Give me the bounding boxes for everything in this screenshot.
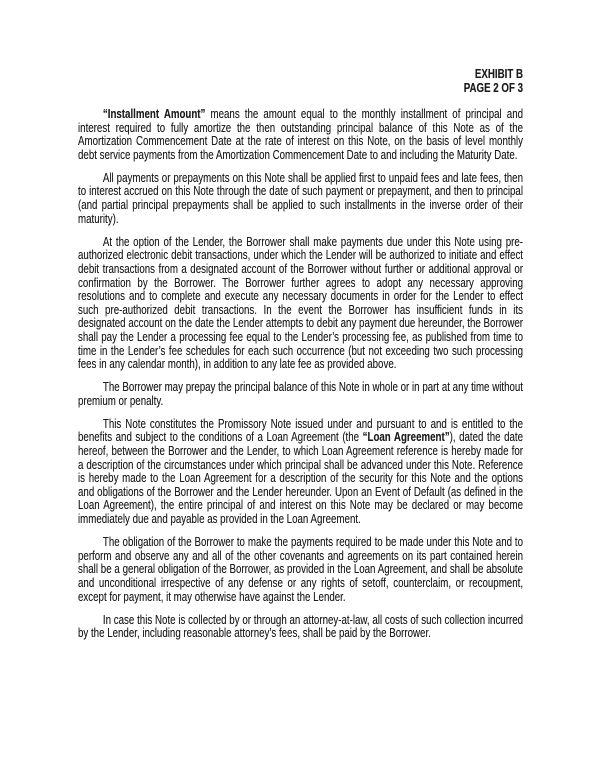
- document-content: [78, 67, 523, 641]
- paragraph: [78, 614, 523, 641]
- page-number-label: PAGE 2 OF 3: [463, 81, 524, 95]
- text-segment: ), dated the date hereof, between the Borrower and the Lender, to which Loan Agreement reference is hereby made for a description of the circumstances under which principal shall be advanced under this Note. Reference is hereby made to the Loan Agreement for a description of the security for this Note and the options and obligations of the Borrower and the Lender hereunder. Upon an Event of Default (as defined in the Loan Agreement), the entire principal of and interest on this Note may be declared or may become immediately due and payable as provided in the Loan Agreement.: [78, 430, 524, 527]
- text-segment: This Note constitutes the Promissory Note issued under and pursuant to and is entitled to the benefits and subject to the conditions of a Loan Agreement (the: [78, 416, 524, 445]
- text-segment: In case this Note is collected by or through an attorney-at-law, all costs of such collection incurred by the Lender, including reasonable attorney’s fees, shall be paid by the Borrower.: [78, 612, 524, 641]
- text-segment: The Borrower may prepay the principal balance of this Note in whole or in part at any time without premium or penalty.: [78, 380, 524, 408]
- text-segment: All payments or prepayments on this Note shall be applied first to unpaid fees and late fees, then to interest accrued on this Note through the date of such payment or prepayment, and then to principal (and partial principal prepayments shall be applied to such installments in the inverse order of their maturity).: [78, 170, 524, 226]
- paragraph: [78, 236, 523, 372]
- defined-term: “Loan Agreement”: [362, 430, 450, 445]
- paragraph: [78, 418, 523, 527]
- paragraph: [78, 172, 523, 226]
- document-header: [78, 67, 523, 95]
- paragraph: [78, 381, 523, 408]
- paragraph: [78, 108, 523, 162]
- text-segment: At the option of the Lender, the Borrower shall make payments due under this Note using pre-authorized electronic debit transactions, under which the Lender will be authorized to initiate and effect debit transactions from a designated account of the Borrower without further or additional approval or confirmation by the Borrower. The Borrower further agrees to adopt any necessary approving resolutions and to complete and execute any necessary documents in order for the Lender to effect such pre-authorized debit transactions. In the event the Borrower has insufficient funds in its designated account on the date the Lender attempts to debit any payment due hereunder, the Borrower shall pay the Lender a processing fee equal to the Lender’s processing fee, as published from time to time in the Lender’s fee schedules for each such occurrence (but not exceeding two such processing fees in any calendar month), in addition to any late fee as provided above.: [78, 234, 524, 372]
- document-body: [78, 108, 523, 641]
- defined-term: “Installment Amount”: [102, 107, 206, 121]
- paragraph: [78, 536, 523, 604]
- text-segment: means the amount equal to the monthly installment of principal and interest required to fully amortize the then outstanding principal balance of this Note as of the Amortization Commencement Date at the rate of interest on this Note, on the basis of level monthly debt service payments from the Amortization Commencement Date to and including the Maturity Date.: [78, 107, 524, 162]
- exhibit-label: EXHIBIT B: [474, 67, 524, 81]
- text-segment: The obligation of the Borrower to make the payments required to be made under this Note and to perform and observe any and all of the other covenants and agreements on its part contained herein shall be a general obligation of the Borrower, as provided in the Loan Agreement, and shall be absolute and unconditional irrespective of any defense or any rights of setoff, counterclaim, or recoupment, except for payment, it may otherwise have against the Lender.: [78, 535, 524, 604]
